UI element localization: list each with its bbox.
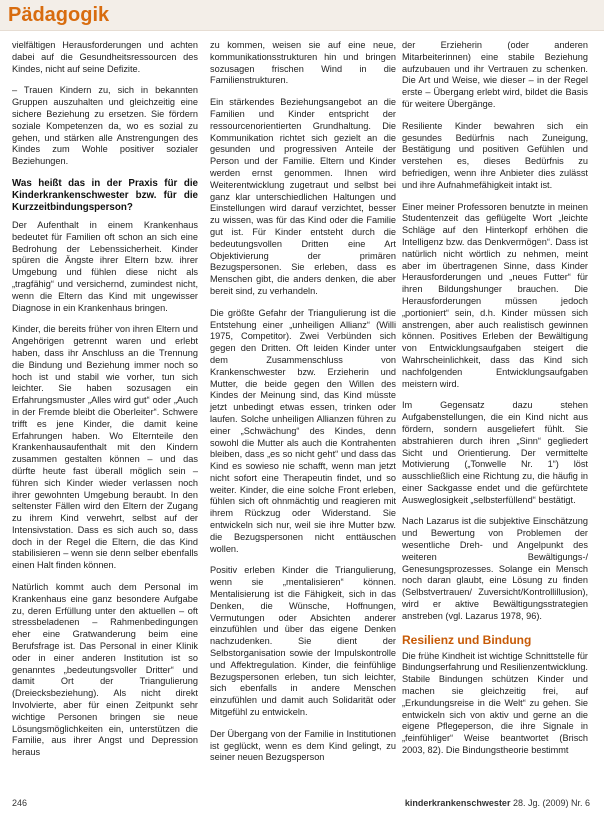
paragraph: Im Gegensatz dazu stehen Aufgabenstellungen, die ein Kind nicht aus fördern, sondern ausgeliefert fühlt. Sie abstrahieren durch ihren „Sinn“ gegliedert Sicht und Orientierung. Der vermittelte Motivierung („Tonwelle Nr. 1“) löst ausschließlich eine Richtung zu, die häufig in einer Sackgasse endet und die gefürchtete Ausweglosigkeit „selbsterfüllend“ bestätigt. [402,400,588,505]
page-footer [0,796,604,818]
text-column-right [402,40,588,767]
paragraph: Resiliente Kinder bewahren sich ein gesundes Bedürfnis nach Zuneigung, Bestätigung und positiven Gefühlen und verstehen es, dieses Bedürfnis zu befriedigen, wenn ihre Anbieter dies zulässt und ihre Aufnahmefähigkeit intakt ist. [402,120,588,190]
paragraph: der Erzieherin (oder anderen Mitarbeiterinnen) eine stabile Beziehung aufzubauen und ihr Vertrauen zu schenken. Die Art und Weise, wie dieser – in der Regel erste – Übergang erlebt wird, bildet die Basis für weitere Übergänge. [402,40,588,109]
paragraph: Nach Lazarus ist die subjektive Einschätzung und Bewertung von Problemen der wesentliche Dreh- und Angelpunkt des weiteren Bewältigungs-/ Genesungsprozesses. Solange ein Mensch noch daran glaubt, eine Lösung zu finden (Selbstvertrauen/ Zuversicht/Kontrollillusion), wird er aktive Bewältigungsstrategien anstreben (vgl. Lazarus 1978, 96). [402,516,588,621]
paragraph: Kinder, die bereits früher von ihren Eltern und Angehörigen getrennt waren und erlebt haben, dass ihr Anschluss an die Trennung die Bindung und Beziehung immer noch so hoch ist und stabil wie vorher, tun sich leichter. Sie haben sozusagen ein Erfahrungsmuster „Alles wird gut“ oder „Auch in der Fremde bleibt die Oberleiter“. Schwere trifft es jene Kinder, die damit keine Erfahrungen haben. Wo Elternteile den Krankenhausaufenthalt mit den Kindern zusammen gestalten können – und das dürfte heute fast überall möglich sein – führen sich Kinder wieder verlassen noch ihrer gewohnten Umgebung beraubt. In den seltenster Fällen wird den Eltern der Zugang zu ihrem Kind verwehrt, selbst auf der Intensivstation. Dass es sich auch so, dass doch in der Regel die Eltern, die das Kind stabilisieren – wenn sie denn selber ebenfalls einen Halt finden können. [12,324,198,571]
page-header [0,0,604,31]
section-heading: Resilienz und Bindung [402,632,532,647]
paragraph: Der Aufenthalt in einem Krankenhaus bedeutet für Familien oft schon an sich eine Bedrohung der Lebenssicherheit. Kinder spüren die Ängste ihrer Eltern bzw. ihrer Umgebung und fühlen diese nicht als „tragfähig“ und versichernd, zumindest nicht, wenn die Eltern das Kind mit ungewisser Diagnose in ein Krankenhaus bringen. [12,219,198,313]
text-column-left [12,40,198,769]
paragraph: Natürlich kommt auch dem Personal im Krankenhaus eine ganz besondere Aufgabe zu, deren Erfüllung unter den aktuellen – oft stressbeladenen – Rahmenbedingungen eher eine Gratwanderung beim eine Berufsfrage ist. Das Personal in einer Klinik oder in einer anderen Institution ist so genanntes „bedeutungsvoller Dritter“ und damit Ort der Triangulierung (Dreiecksbeziehung). Als nicht direkt Involvierte, aber für einen Zeitpunkt sehr wichtige Personen bringen sie neue Lösungsmöglichkeiten ein, unterstützen die Familie, aus ihrer Angst und Depression heraus [12,582,198,758]
page-number: 246 [12,798,28,808]
journal-issue: 28. Jg. (2009) Nr. 6 [510,798,590,808]
paragraph: Die größte Gefahr der Triangulierung ist die Entstehung einer „unheiligen Allianz“ (Willi 1975, Competitor). Zwei Verbünden sich gegen den Dritten. Oft leiden Kinder unter dem Zusammenschluss von Krankenschwester bzw. Erzieherin und Mutter, die beide gegen den Willen des Kindes der Meinung sind, das Kind müsste jetzt unbedingt etwas essen, trinken oder laufen. Solche unheiligen Allianzen führen zu einer „Schwächung“ des Kindes, denn sowohl die Mutter als auch die Kontrahenten bleiben, dass „es so nicht geht“ und dass das Kind es sowieso nie schafft, wenn man jetzt nicht sofort eine Therapeutin findet, und so weiter. Kinder, die eine solche Front erleben, fühlen sich oft ohnmächtig und reagieren mit ihrem Rückzug oder Widerstand. Sie entwickeln sich nur, weil sie ihre Mutter bzw. die Bezugspersonen nicht enttäuschen wollen. [210,307,396,554]
paragraph: Ein stärkendes Beziehungsangebot an die Familien und Kinder entspricht der ressourcenorientierten Grundhaltung. Die Kommunikation richtet sich gezielt an die gesunden und progressiven Anteile der Person und der Familie. Eltern und Kinder werden ernst genommen. Ihnen wird Weiterentwicklung zugetraut und selbst bei ganz klar unterschiedlichen Haltungen und Einstellungen wird darauf verzichtet, besser zu wissen, was für das Kind oder die Familie gut ist. Für Kinder entsteht durch die bedeutungsvollen Dritten eine Art Objektivierung der primären Bezugspersonen. Sie erleben, dass es Menschen gibt, die anders denken, die aber bereit sind, zu verhandeln. [210,97,396,296]
section-title: Pädagogik [8,4,110,26]
paragraph: vielfältigen Herausforderungen und achten dabei auf die Gesundheitsressourcen des Kindes, nicht auf seine Defizite. [12,40,198,74]
paragraph: Einer meiner Professoren benutzte in meinen Studentenzeit das geflügelte Wort „leichte Schläge auf den Hinterkopf erhöhen die Intelligenz bzw. das Denkvermögen“. Dass ist natürlich nicht wörtlich zu nehmen, meint aber im übertragenen Sinne, dass Kinder Herausforderungen und „neues Futter“ für ihren Bildungshunger brauchen. Die Herausforderungen müssen jedoch „portioniert“ sein, d.h. Kinder müssen sich anstrengen, aber auch realistisch gewinnen können. Positives Erleben der Bewältigung von Entwicklungsaufgaben steigert die Wahrscheinlichkeit, dass das Kind sich nachfolgenden Entwicklungsaufgaben meistern wird. [402,201,588,389]
paragraph: zu kommen, weisen sie auf eine neue, kommunikationsstrukturen hin und bringen sozusagen frischen Wind in die Familienstrukturen. [210,40,396,86]
journal-name: kinderkrankenschwester [404,798,511,808]
paragraph: Die frühe Kindheit ist wichtige Schnittstelle für Bindungserfahrung und Resilienzentwicklung. Stabile Bindungen schützen Kinder und machen sie gleichzeitig frei, auf „Erkundungsreise in die Welt“ zu gehen. Sie entwickeln sich von aktiv und gerne an die eigene Pflegeperson, die ihre Signale in „feinfühliger“ Weise beantwortet (Brisch 2003, 82). Die Bindungstheorie bestimmt [402,650,588,756]
text-column-middle [210,40,396,774]
paragraph: Positiv erleben Kinder die Triangulierung, wenn sie „mentalisieren“ können. Mentalisierung ist die Fähigkeit, sich in das Denken, die Wünsche, Hoffnungen, Vermutungen oder Absichten anderer einzufühlen und über das eigene Denken nachzudenken. Sie dient der Selbstorganisation sowie der Impulskontrolle und Affektregulation. Kinder, die feinfühlige Bezugspersonen erleben, tun sich leichter, sich ebenfalls in andere Menschen einzufühlen und damit auch Solidarität oder Mitgefühl zu entwickeln. [210,565,396,718]
subheading: Was heißt das in der Praxis für die Kinderkrankenschwester bzw. für die Kurzzeitbindungsperson? [12,177,198,213]
paragraph: Der Übergang von der Familie in Institutionen ist geglückt, wenn es dem Kind gelingt, zu seiner neuen Bezugsperson [210,728,396,763]
journal-reference [405,798,590,808]
paragraph: – Trauen Kindern zu, sich in bekannten Gruppen auszuhalten und gleichzeitig eine sichere Beziehung zu ersetzen. Sie fördern soziale Kompetenzen da, wo es sozial zu gehen, und stärken alle Anstrengungen des Kindes zum Wohle positiver sozialer Beziehungen. [12,85,198,167]
